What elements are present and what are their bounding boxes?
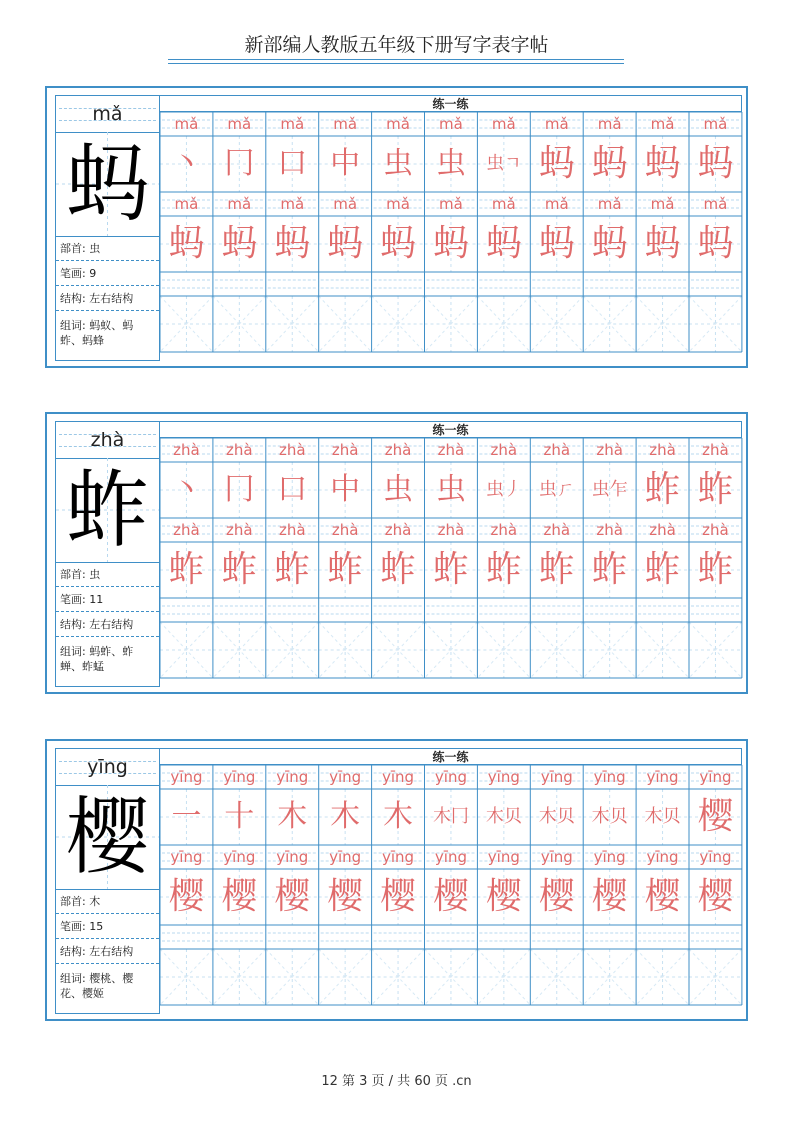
practice-area (160, 421, 742, 687)
stroke-step-char: 虫 (435, 472, 466, 507)
char-block-3 (45, 739, 748, 1021)
practice-pinyin: yīng (699, 768, 732, 786)
trace-char: 蚱 (644, 549, 681, 590)
trace-char: 蚂 (274, 223, 311, 264)
stroke-step-char: 虫丿 (485, 479, 522, 500)
stroke-step-char: 虫ㄏ (538, 479, 575, 500)
char-big-box (56, 785, 159, 890)
trace-char: 蚂 (168, 223, 205, 264)
practice-pinyin: yīng (487, 848, 520, 866)
practice-pinyin: yīng (382, 768, 415, 786)
practice-pinyin: zhà (226, 441, 253, 459)
char-strokes: 笔画: 9 (56, 266, 159, 286)
stroke-step-char: 蚂 (591, 143, 628, 184)
stroke-step-char: 口 (277, 146, 308, 181)
stroke-step-char: 十 (224, 799, 255, 834)
char-info-panel (55, 421, 160, 687)
char-structure: 结构: 左右结构 (56, 617, 159, 637)
char-main: 蚱 (65, 461, 150, 559)
practice-pinyin: zhà (278, 521, 306, 539)
practice-pinyin: zhà (331, 441, 359, 459)
practice-pinyin: yīng (540, 848, 573, 866)
practice-pinyin: yīng (170, 848, 203, 866)
trace-char: 樱 (380, 876, 417, 917)
char-radical: 部首: 虫 (56, 241, 159, 261)
practice-pinyin: mǎ (333, 195, 358, 213)
practice-pinyin: yīng (540, 768, 573, 786)
practice-pinyin: zhà (384, 521, 412, 539)
practice-pinyin: zhà (278, 441, 306, 459)
page-title: 新部编人教版五年级下册写字表字帖 (244, 34, 549, 56)
trace-char: 蚂 (485, 223, 522, 264)
stroke-step-char: 木贝 (591, 806, 628, 827)
trace-char: 蚂 (327, 223, 364, 264)
stroke-step-char: 蚂 (697, 143, 734, 184)
trace-char: 蚂 (591, 223, 628, 264)
char-structure: 结构: 左右结构 (56, 291, 159, 311)
char-words: 组词: 蚂蚱、蚱 蝉、蚱蜢 (60, 645, 134, 673)
practice-pinyin: yīng (434, 848, 467, 866)
trace-char: 蚱 (432, 549, 469, 590)
char-main: 蚂 (65, 135, 150, 233)
practice-pinyin: zhà (490, 521, 518, 539)
practice-pinyin: yīng (329, 768, 362, 786)
stroke-step-char: 蚂 (538, 143, 575, 184)
practice-pinyin: zhà (173, 521, 200, 539)
stroke-step-char: 木 (383, 799, 414, 834)
practice-pinyin: zhà (490, 441, 518, 459)
trace-char: 蚱 (697, 549, 734, 590)
practice-area (160, 95, 742, 361)
practice-pinyin: zhà (543, 441, 571, 459)
stroke-step-char: 木贝 (644, 806, 681, 827)
stroke-step-char: 木冂 (432, 806, 469, 827)
practice-pinyin: mǎ (174, 115, 199, 133)
stroke-step-char: 中 (330, 472, 361, 507)
practice-pinyin: mǎ (333, 115, 358, 133)
practice-pinyin: mǎ (439, 195, 463, 213)
practice-pinyin: mǎ (227, 195, 252, 213)
trace-char: 樱 (644, 876, 681, 917)
practice-pinyin: mǎ (544, 115, 569, 133)
trace-char: 蚱 (221, 549, 258, 590)
stroke-step-char: 冂 (224, 146, 255, 181)
char-info-panel (55, 95, 160, 361)
trace-char: 樱 (538, 876, 575, 917)
stroke-step-char: 蚱 (697, 469, 734, 510)
stroke-step-char: 虫 (383, 472, 414, 507)
practice-pinyin: zhà (173, 441, 200, 459)
practice-label: 练一练 (160, 421, 742, 438)
practice-pinyin: zhà (649, 441, 676, 459)
practice-pinyin: zhà (649, 521, 676, 539)
practice-pinyin: mǎ (386, 115, 410, 133)
trace-char: 樱 (591, 876, 628, 917)
trace-char: 蚱 (538, 549, 575, 590)
trace-char: 樱 (432, 876, 469, 917)
practice-label: 练一练 (160, 748, 742, 765)
char-info-panel (55, 748, 160, 1014)
practice-pinyin: yīng (170, 768, 203, 786)
practice-pinyin: mǎ (703, 195, 728, 213)
char-radical: 部首: 虫 (56, 567, 159, 587)
char-structure: 结构: 左右结构 (56, 944, 159, 964)
stroke-step-char: 樱 (697, 796, 734, 837)
trace-char: 蚱 (327, 549, 364, 590)
practice-pinyin: yīng (223, 768, 256, 786)
practice-pinyin: mǎ (280, 115, 305, 133)
stroke-step-char: 木 (330, 799, 361, 834)
char-pinyin: yīng (87, 756, 128, 778)
practice-pinyin: mǎ (703, 115, 728, 133)
trace-char: 蚂 (644, 223, 681, 264)
char-pinyin-box (56, 422, 159, 459)
trace-char: 樱 (168, 876, 205, 917)
trace-char: 樱 (327, 876, 364, 917)
trace-char: 蚂 (221, 223, 258, 264)
char-block-2 (45, 412, 748, 694)
stroke-step-char: 丶 (171, 472, 202, 507)
stroke-step-char: 中 (330, 146, 361, 181)
practice-pinyin: zhà (331, 521, 359, 539)
stroke-step-char: 口 (277, 472, 308, 507)
page-footer: 12 第 3 页 / 共 60 页 .cn (321, 1074, 472, 1089)
practice-pinyin: zhà (437, 441, 465, 459)
practice-pinyin: yīng (276, 768, 309, 786)
practice-area (160, 748, 742, 1014)
practice-pinyin: yīng (329, 848, 362, 866)
char-strokes: 笔画: 15 (56, 919, 159, 939)
practice-pinyin: mǎ (597, 195, 622, 213)
practice-pinyin: mǎ (439, 115, 463, 133)
practice-pinyin: zhà (437, 521, 465, 539)
practice-pinyin: mǎ (227, 115, 252, 133)
char-pinyin-box (56, 749, 159, 786)
practice-pinyin: mǎ (597, 115, 622, 133)
stroke-step-char: 木贝 (538, 806, 575, 827)
stroke-step-char: 蚱 (644, 469, 681, 510)
practice-pinyin: yīng (699, 848, 732, 866)
practice-pinyin: yīng (593, 848, 626, 866)
trace-char: 蚱 (168, 549, 205, 590)
stroke-step-char: 木贝 (485, 806, 522, 827)
stroke-step-char: 虫 (383, 146, 414, 181)
char-words: 组词: 蚂蚁、蚂 蚱、蚂蜂 (60, 319, 134, 347)
practice-pinyin: zhà (226, 521, 253, 539)
char-pinyin: mǎ (92, 103, 123, 125)
practice-pinyin: zhà (596, 521, 623, 539)
practice-pinyin: yīng (434, 768, 467, 786)
practice-pinyin: mǎ (491, 195, 516, 213)
trace-char: 樱 (485, 876, 522, 917)
practice-pinyin: mǎ (650, 115, 675, 133)
stroke-step-char: 蚂 (644, 143, 681, 184)
trace-char: 樱 (221, 876, 258, 917)
trace-char: 蚱 (380, 549, 417, 590)
practice-pinyin: mǎ (650, 195, 675, 213)
practice-pinyin: zhà (702, 441, 729, 459)
trace-char: 蚂 (538, 223, 575, 264)
practice-pinyin: yīng (646, 768, 679, 786)
practice-label: 练一练 (160, 95, 742, 112)
trace-char: 樱 (697, 876, 734, 917)
trace-char: 蚂 (697, 223, 734, 264)
char-strokes: 笔画: 11 (56, 592, 159, 612)
stroke-step-char: 丶 (171, 146, 202, 181)
stroke-step-char: 木 (277, 799, 308, 834)
practice-pinyin: yīng (276, 848, 309, 866)
practice-pinyin: yīng (223, 848, 256, 866)
title-underline (168, 59, 624, 60)
trace-char: 樱 (274, 876, 311, 917)
stroke-step-char: 虫乍 (591, 479, 628, 500)
practice-pinyin: zhà (384, 441, 412, 459)
practice-pinyin: yīng (593, 768, 626, 786)
char-block-1 (45, 86, 748, 368)
char-radical: 部首: 木 (56, 894, 159, 914)
practice-pinyin: mǎ (280, 195, 305, 213)
practice-pinyin: zhà (596, 441, 623, 459)
trace-char: 蚱 (485, 549, 522, 590)
char-main: 樱 (65, 788, 150, 886)
practice-pinyin: yīng (487, 768, 520, 786)
practice-pinyin: mǎ (386, 195, 410, 213)
stroke-step-char: 虫 (435, 146, 466, 181)
char-big-box (56, 132, 159, 237)
practice-pinyin: mǎ (174, 195, 199, 213)
char-pinyin-box (56, 96, 159, 133)
practice-pinyin: zhà (543, 521, 571, 539)
stroke-step-char: 冂 (224, 472, 255, 507)
trace-char: 蚱 (591, 549, 628, 590)
title-underline-2 (168, 63, 624, 64)
stroke-step-char: 一 (171, 799, 202, 834)
practice-pinyin: yīng (382, 848, 415, 866)
practice-pinyin: mǎ (544, 195, 569, 213)
char-pinyin: zhà (90, 429, 125, 451)
char-big-box (56, 458, 159, 563)
practice-pinyin: zhà (702, 521, 729, 539)
stroke-step-char: 虫ㄱ (486, 153, 522, 174)
practice-pinyin: mǎ (491, 115, 516, 133)
char-words: 组词: 樱桃、樱 花、樱姬 (60, 972, 134, 1000)
trace-char: 蚂 (380, 223, 417, 264)
practice-pinyin: yīng (646, 848, 679, 866)
trace-char: 蚱 (274, 549, 311, 590)
trace-char: 蚂 (432, 223, 469, 264)
